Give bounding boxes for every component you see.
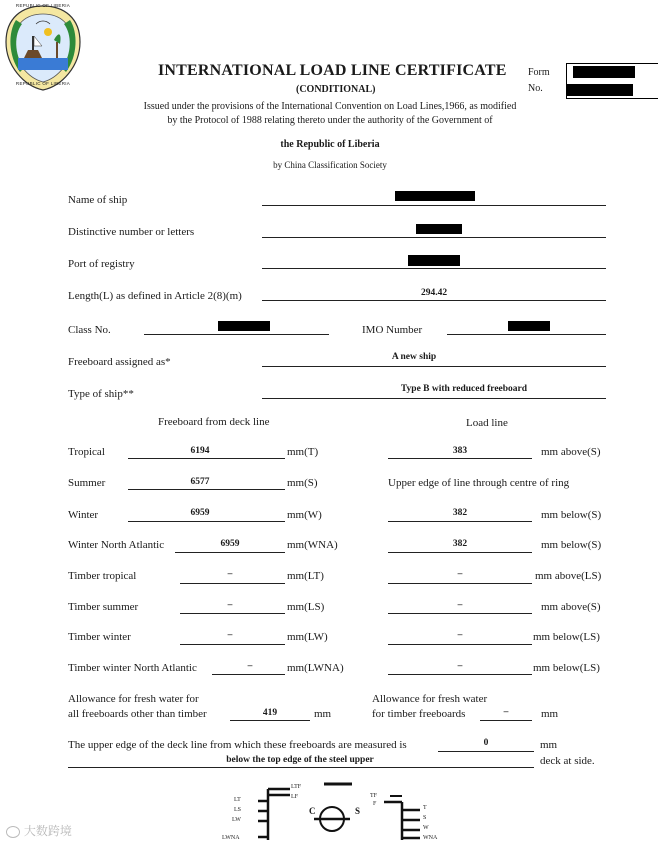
classification-society: by China Classification Society (273, 160, 387, 170)
loadline-field (388, 458, 532, 459)
fresh-water-allowance-value: 419 (262, 708, 278, 718)
freeboard-unit: mm(LWNA) (287, 662, 344, 674)
mark-label: LWNA (222, 835, 240, 841)
loadline-field (388, 644, 532, 645)
fresh-water-allowance-field (230, 720, 310, 721)
freeboard-unit: mm(LS) (287, 601, 325, 613)
seal-bottom-text: REPUBLIC OF LIBERIA (15, 81, 71, 86)
freeboard-field (128, 521, 285, 522)
freeboard-unit: mm(LT) (287, 570, 324, 582)
distinctive-number-redacted (416, 224, 462, 234)
loadline-value: 382 (452, 508, 468, 518)
freeboard-field (128, 489, 285, 490)
imo-number-field (447, 334, 606, 335)
mark-label: S (423, 815, 427, 821)
freeboard-value: 6194 (190, 446, 210, 456)
loadline-value: 382 (452, 539, 468, 549)
mark-label: LS (234, 807, 242, 813)
loadline-field (388, 583, 532, 584)
deckline-suffix: deck at side. (540, 755, 595, 767)
loadline-field (388, 613, 532, 614)
timber-fresh-water-value: – (503, 707, 509, 717)
freeboard-unit: mm(WNA) (287, 539, 338, 551)
freeboard-unit: mm(S) (287, 477, 318, 489)
deckline-value: 0 (483, 738, 489, 748)
row-label: Timber tropical (68, 570, 137, 582)
length-value: 294.42 (420, 288, 448, 298)
freeboard-assigned-label: Freeboard assigned as* (68, 356, 171, 368)
freeboard-field (175, 552, 285, 553)
timber-fresh-water-unit: mm (541, 708, 559, 720)
mark-label: W (423, 825, 429, 831)
imo-number-redacted (508, 321, 550, 331)
freeboard-field (180, 583, 285, 584)
ring-letter: C (309, 806, 316, 816)
row-label: Winter North Atlantic (68, 539, 165, 551)
freeboard-field (180, 644, 285, 645)
no-label: No. (528, 83, 543, 94)
type-of-ship-field (262, 398, 606, 399)
freeboard-field (128, 458, 285, 459)
freeboard-column-heading: Freeboard from deck line (158, 416, 270, 428)
mark-label: F (373, 801, 377, 807)
form-label: Form (528, 67, 550, 78)
type-of-ship-label: Type of ship** (68, 388, 134, 400)
freeboard-field (180, 613, 285, 614)
freeboard-unit: mm(LW) (287, 631, 328, 643)
loadline-note: mm above(S) (541, 446, 601, 458)
fresh-water-allowance-unit: mm (314, 708, 332, 720)
class-no-field (144, 334, 329, 335)
fresh-water-allowance-label-1: Allowance for fresh water for (68, 693, 199, 705)
certificate-subtitle: (CONDITIONAL) (296, 84, 376, 95)
loadline-field (388, 674, 532, 675)
load-line-mark-diagram (220, 780, 450, 845)
port-of-registry-redacted (408, 255, 460, 266)
port-of-registry-field (262, 268, 606, 269)
loadline-value: – (457, 630, 463, 640)
redaction-frame (566, 63, 658, 99)
deckline-position-value: below the top edge of the steel upper (226, 755, 374, 765)
mark-label: LF (291, 794, 299, 800)
government-name: the Republic of Liberia (280, 139, 380, 150)
watermark (6, 822, 72, 839)
distinctive-number-label: Distinctive number or letters (68, 226, 195, 238)
mark-label: WNA (423, 835, 438, 841)
loadline-note: mm below(S) (541, 539, 602, 551)
loadline-note: mm below(LS) (533, 662, 600, 674)
length-label: Length(L) as defined in Article 2(8)(m) (68, 290, 242, 302)
deckline-text: The upper edge of the deck line from which these freeboards are measured is (68, 739, 407, 751)
row-label: Timber summer (68, 601, 139, 613)
freeboard-value: – (227, 630, 233, 640)
freeboard-unit: mm(T) (287, 446, 319, 458)
freeboard-value: 6577 (190, 477, 210, 487)
loadline-field (388, 552, 532, 553)
name-of-ship-label: Name of ship (68, 194, 128, 206)
class-no-label: Class No. (68, 324, 111, 336)
row-label: Winter (68, 509, 99, 521)
liberia-seal-logo (2, 2, 84, 92)
issued-line-1: Issued under the provisions of the International Convention on Load Lines,1966, as modified (143, 101, 517, 112)
freeboard-unit: mm(W) (287, 509, 322, 521)
certificate-title: INTERNATIONAL LOAD LINE CERTIFICATE (158, 62, 507, 79)
loadline-value: – (457, 569, 463, 579)
mark-label: LW (232, 817, 241, 823)
imo-number-label: IMO Number (362, 324, 423, 336)
watermark-text: 大数跨境 (23, 824, 72, 838)
mark-label: LT (234, 797, 241, 803)
row-label: Timber winter (68, 631, 131, 643)
freeboard-value: – (227, 569, 233, 579)
seal-top-text: REPUBLIC OF LIBERIA (15, 3, 71, 8)
length-field (262, 300, 606, 301)
freeboard-field (212, 674, 285, 675)
timber-fresh-water-label-1: Allowance for fresh water (372, 693, 488, 705)
timber-fresh-water-field (480, 720, 532, 721)
mark-label: LTF (291, 784, 302, 790)
watermark-icon (6, 826, 20, 838)
freeboard-value: – (247, 661, 253, 671)
freeboard-assigned-field (262, 366, 606, 367)
name-of-ship-redacted (395, 191, 475, 201)
deckline-unit: mm (540, 739, 558, 751)
loadline-note: Upper edge of line through centre of ring (388, 477, 570, 489)
timber-fresh-water-label-2: for timber freeboards (372, 708, 466, 720)
type-of-ship-value: Type B with reduced freeboard (400, 384, 528, 394)
distinctive-number-field (262, 237, 606, 238)
mark-label: T (423, 805, 427, 811)
loadline-note: mm below(LS) (533, 631, 600, 643)
issued-line-2: by the Protocol of 1988 relating thereto under the authority of the Government of (167, 115, 493, 126)
row-label: Timber winter North Atlantic (68, 662, 197, 674)
ring-letter: S (355, 806, 361, 816)
loadline-note: mm above(LS) (535, 570, 602, 582)
row-label: Tropical (68, 446, 105, 458)
freeboard-value: 6959 (220, 539, 240, 549)
fresh-water-allowance-label-2: all freeboards other than timber (68, 708, 207, 720)
name-of-ship-field (262, 205, 606, 206)
loadline-note: mm above(S) (541, 601, 601, 613)
row-label: Summer (68, 477, 106, 489)
deckline-position-field (68, 767, 534, 768)
freeboard-value: 6959 (190, 508, 210, 518)
loadline-value: – (457, 600, 463, 610)
loadline-value: – (457, 661, 463, 671)
freeboard-value: – (227, 600, 233, 610)
loadline-field (388, 521, 532, 522)
freeboard-assigned-value: A new ship (391, 352, 437, 362)
loadline-value: 383 (452, 446, 468, 456)
loadline-column-heading: Load line (466, 417, 508, 429)
class-no-redacted (218, 321, 270, 331)
mark-label: TF (370, 793, 378, 799)
loadline-note: mm below(S) (541, 509, 602, 521)
deckline-value-field (438, 751, 534, 752)
port-of-registry-label: Port of registry (68, 258, 135, 270)
